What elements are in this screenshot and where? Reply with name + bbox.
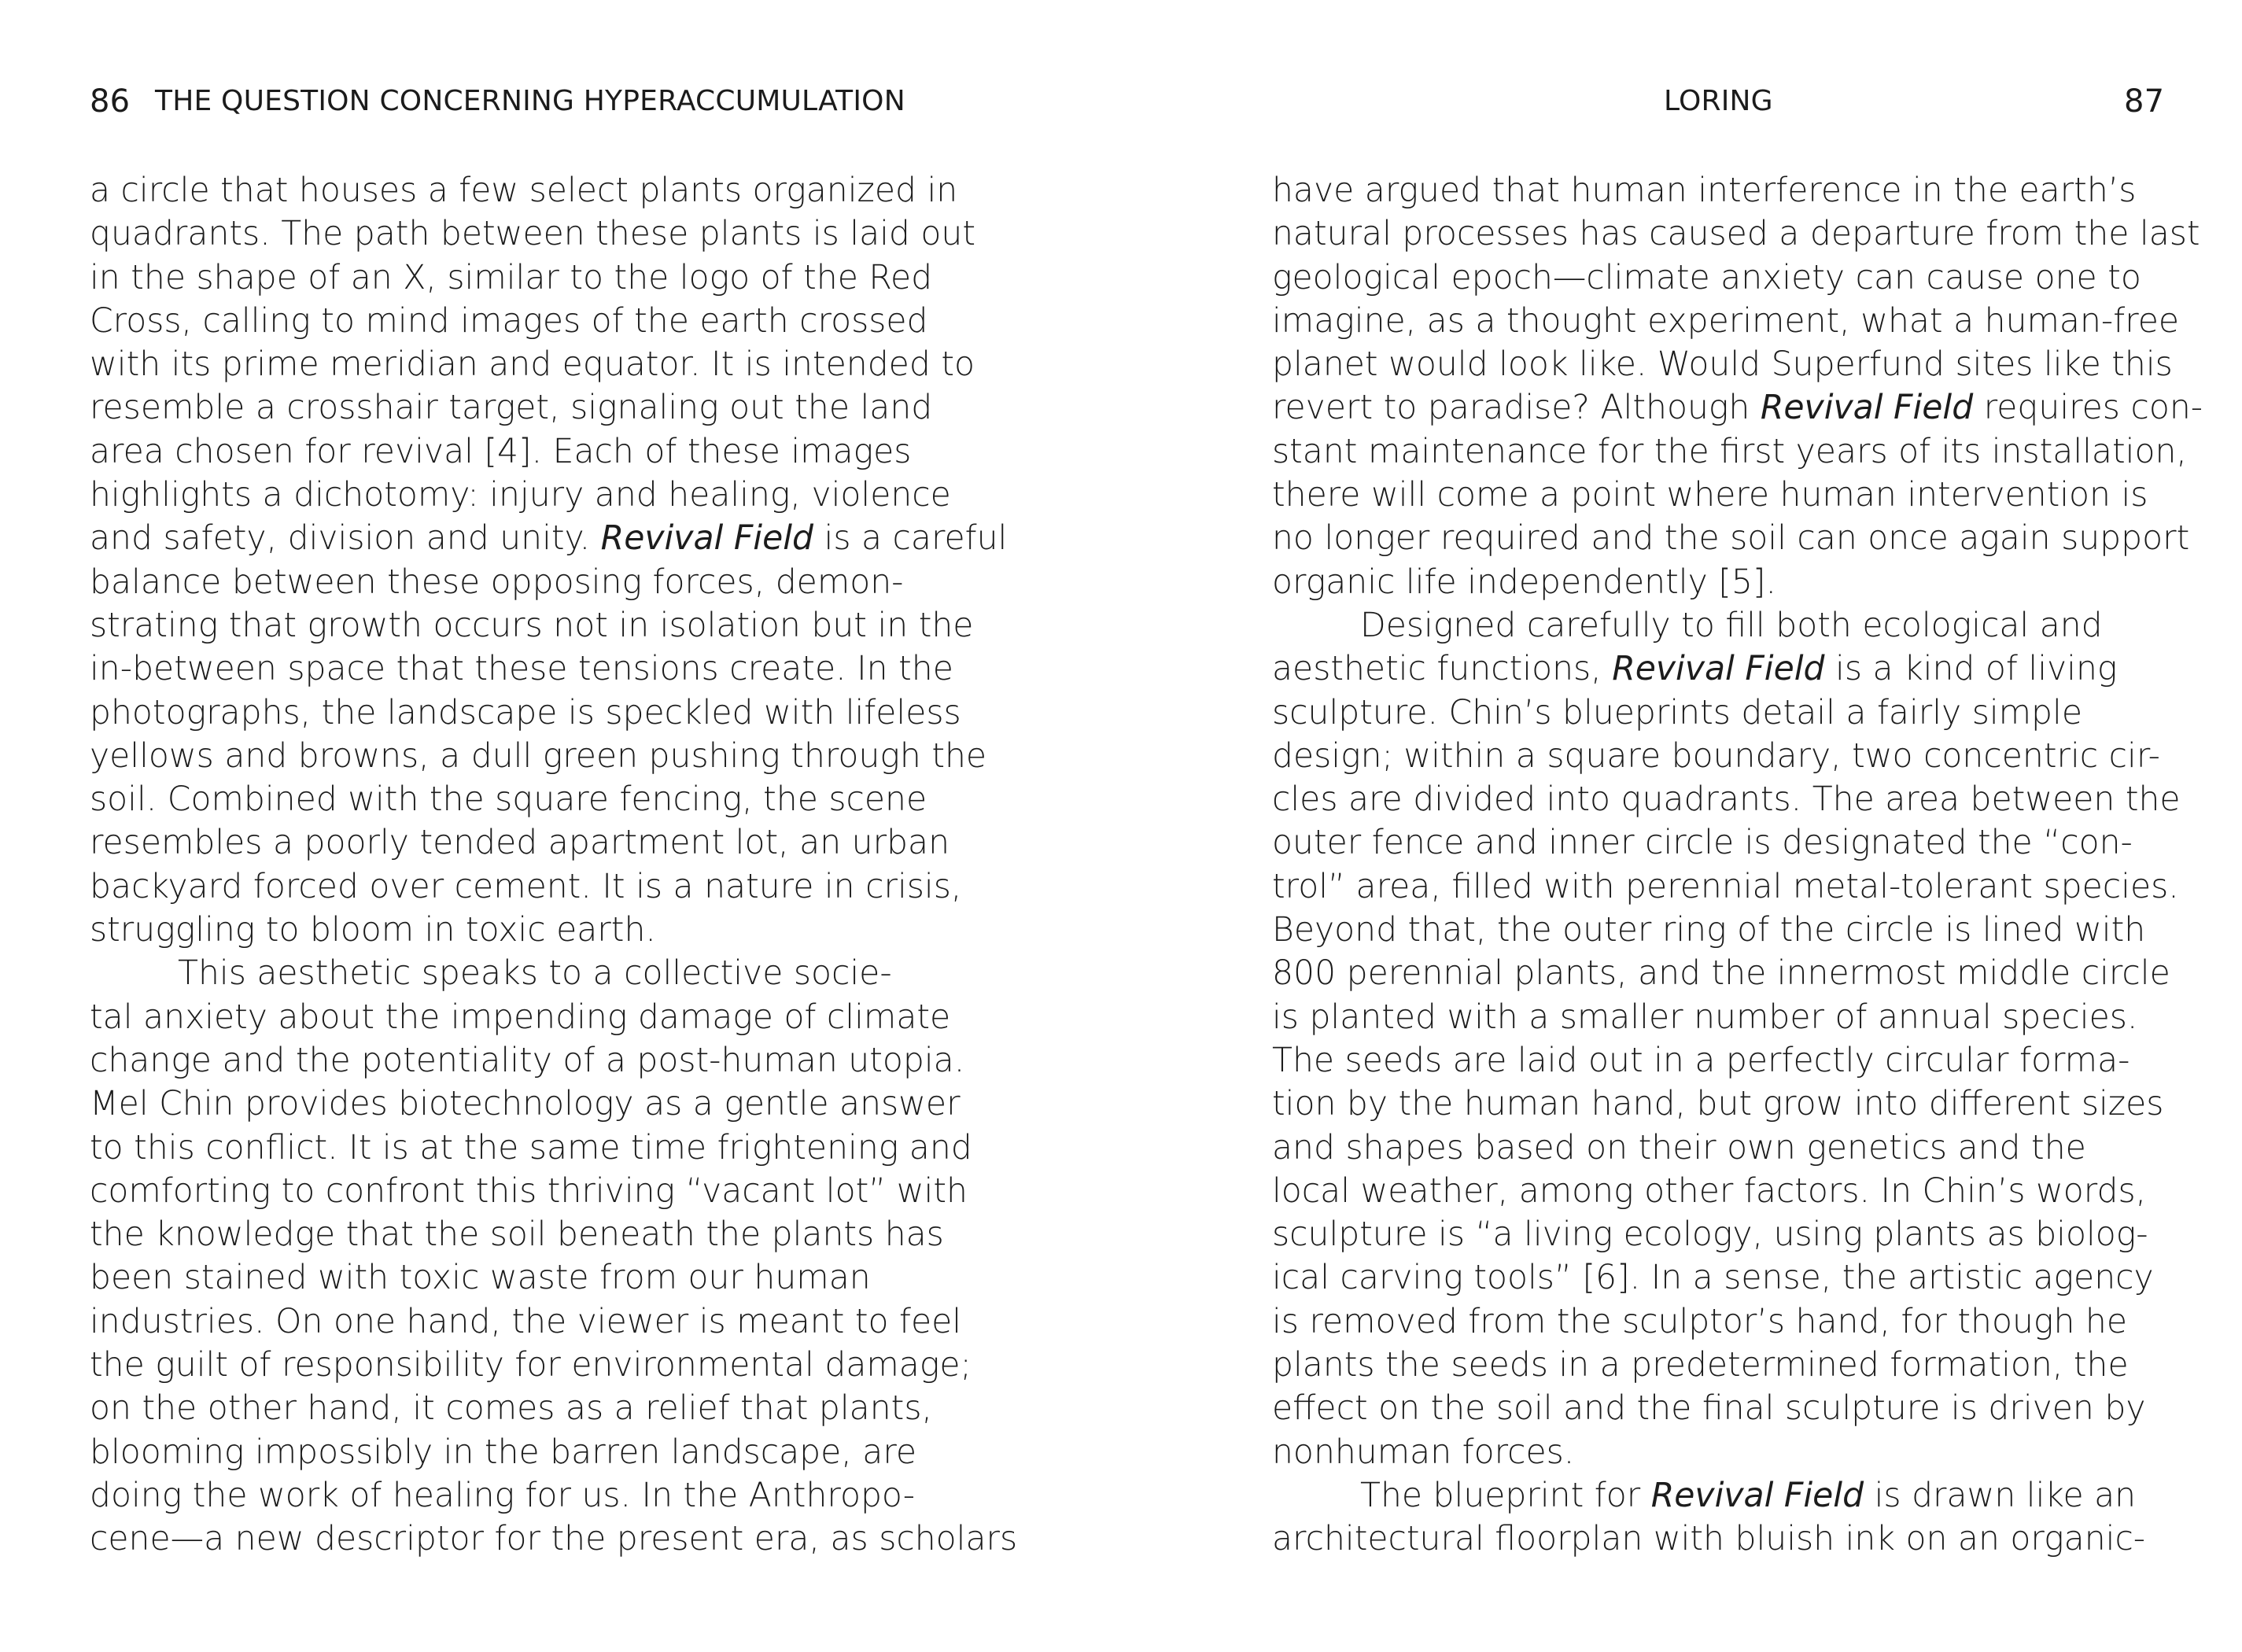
text-line: there will come a point where human intervention is [1272,476,2148,515]
page-number-right: 87 [2124,83,2165,120]
text-line: Cross, calling to mind images of the earth crossed [90,301,928,341]
text-line: outer fence and inner circle is designated the “con- [1272,824,2133,863]
text-line: cles are divided into quadrants. The area between the [1272,780,2181,820]
text-line: The seeds are laid out in a perfectly circular forma- [1272,1041,2130,1080]
text-line: resemble a crosshair target, signaling out the land [90,389,933,428]
text-line: organic life independently [5]. [1272,562,1776,602]
text-line: and shapes based on their own genetics and the [1272,1128,2086,1167]
text-line: strating that growth occurs not in isolation but in the [90,606,974,645]
text-line: in the shape of an X, similar to the logo of the Red [90,258,933,297]
text-line: geological epoch—climate anxiety can cause one to [1272,258,2141,297]
text-line: a circle that houses a few select plants organized in [90,171,958,210]
text-line: Mel Chin provides biotechnology as a gentle answer [90,1085,961,1124]
text-line: Designed carefully to fill both ecological and [1360,606,2103,645]
text-line: in-between space that these tensions create. In the [90,650,953,689]
running-head-left: THE QUESTION CONCERNING HYPERACCUMULATION [155,85,905,117]
text-segment: is a kind of living [1824,650,2118,689]
text-line: with its prime meridian and equator. It is intended to [90,345,975,385]
text-line: no longer required and the soil can once again support [1272,519,2190,559]
text-segment: requires con- [1973,389,2203,428]
text-line: struggling to bloom in toxic earth. [90,911,656,950]
text-line: photographs, the landscape is speckled with lifeless [90,693,961,732]
text-line: trol” area, filled with perennial metal-tolerant species. [1272,867,2179,906]
text-line [1272,1474,2208,1517]
text-line: area chosen for revival [4]. Each of these images [90,432,912,471]
text-line: Beyond that, the outer ring of the circle is lined with [1272,911,2146,950]
text-line: the knowledge that the soil beneath the plants has [90,1215,944,1255]
text-line: sculpture. Chin’s blueprints detail a fairly simple [1272,693,2082,732]
text-line: balance between these opposing forces, demon- [90,562,904,602]
text-line: comforting to confront this thriving “vacant lot” with [90,1171,968,1211]
text-line: imagine, as a thought experiment, what a human-free [1272,301,2180,341]
text-line: the guilt of responsibility for environmental damage; [90,1346,972,1385]
text-line: design; within a square boundary, two concentric cir- [1272,736,2160,776]
text-line: blooming impossibly in the barren landscape, are [90,1433,917,1472]
text-line: highlights a dichotomy: injury and healing, violence [90,476,951,515]
text-segment: revert to paradise? Although [1272,389,1761,428]
text-line: change and the potentiality of a post-human utopia. [90,1041,965,1080]
text-segment: The blueprint for [1360,1476,1651,1515]
text-line: backyard forced over cement. It is a nature in crisis, [90,867,962,906]
page-number-left: 86 [90,83,131,120]
text-line [1272,647,2208,691]
text-line: resembles a poorly tended apartment lot, an urban [90,824,950,863]
text-line: on the other hand, it comes as a relief that plants, [90,1389,932,1429]
text-line: planet would look like. Would Superfund sites like this [1272,345,2173,385]
italic-title: Revival Field [1650,1476,1864,1515]
text-line: stant maintenance for the first years of its installation, [1272,432,2187,471]
right-page [1121,0,2242,1652]
text-segment: is drawn like an [1864,1476,2137,1515]
text-line [90,517,1026,560]
text-line: effect on the soil and the final sculpture is driven by [1272,1389,2146,1429]
body-text-right [1272,169,2208,1562]
text-line: cene—a new descriptor for the present era, as scholars [90,1520,1018,1559]
italic-title: Revival Field [1612,650,1825,689]
text-line: local weather, among other factors. In Chin’s words, [1272,1171,2147,1211]
text-line: is removed from the sculptor’s hand, for though he [1272,1302,2127,1341]
text-line: quadrants. The path between these plants is laid out [90,215,976,254]
text-segment: and safety, division and unity. [90,519,601,559]
body-text-left [90,169,1026,1562]
text-line: ical carving tools” [6]. In a sense, the artistic agency [1272,1259,2154,1298]
text-line: nonhuman forces. [1272,1433,1575,1472]
italic-title: Revival Field [1760,389,1974,428]
text-line: been stained with toxic waste from our human [90,1259,871,1298]
text-line: soil. Combined with the square fencing, the scene [90,780,927,820]
text-line: 800 perennial plants, and the innermost middle circle [1272,954,2170,994]
running-head-right: LORING [1664,85,1773,117]
text-line: sculpture is “a living ecology, using plants as biolog- [1272,1215,2148,1255]
text-line: have argued that human interference in the earth’s [1272,171,2137,210]
text-line: This aesthetic speaks to a collective socie- [178,954,892,994]
text-line: yellows and browns, a dull green pushing through the [90,736,987,776]
text-line: plants the seeds in a predetermined formation, the [1272,1346,2129,1385]
text-line: industries. On one hand, the viewer is meant to feel [90,1302,962,1341]
text-line: to this conflict. It is at the same time frightening and [90,1128,972,1167]
text-line: is planted with a smaller number of annual species. [1272,997,2138,1037]
text-line: architectural floorplan with bluish ink on an organic- [1272,1520,2146,1559]
text-segment: aesthetic functions, [1272,650,1613,689]
text-line [1272,386,2208,430]
text-line: tal anxiety about the impending damage of climate [90,997,951,1037]
text-segment: is a careful [813,519,1008,559]
text-line: tion by the human hand, but grow into different sizes [1272,1085,2164,1124]
italic-title: Revival Field [600,519,814,559]
text-line: natural processes has caused a departure from the last [1272,215,2200,254]
text-line: doing the work of healing for us. In the Anthropo- [90,1476,916,1515]
